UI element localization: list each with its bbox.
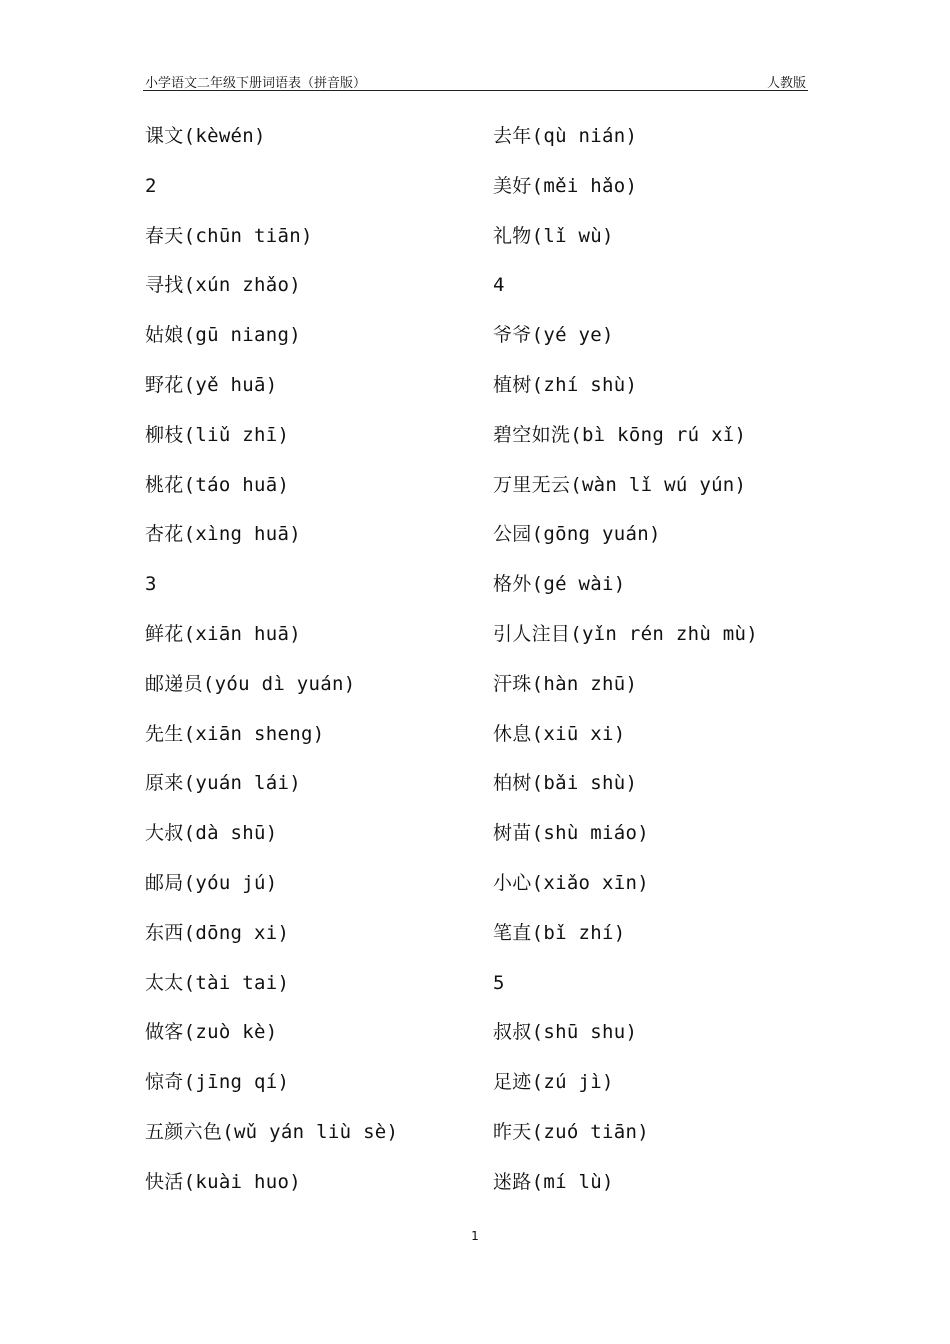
lesson-number: 4: [493, 274, 505, 297]
vocab-entry: 邮递员(yóu dì yuán): [145, 672, 356, 695]
vocab-entry: 迷路(mí lù): [493, 1170, 614, 1193]
vocab-entry: 格外(gé wài): [493, 573, 626, 596]
vocab-entry: 公园(gōng yuán): [493, 523, 661, 546]
vocab-entry: 礼物(lǐ wù): [493, 224, 614, 247]
vocab-entry: 足迹(zú jì): [493, 1071, 614, 1094]
vocab-entry: 汗珠(hàn zhū): [493, 672, 638, 695]
vocab-entry: 鲜花(xiān huā): [145, 622, 301, 645]
edition-label: 人教版: [766, 76, 806, 91]
document-title: 小学语文二年级下册词语表（拼音版）: [145, 76, 367, 91]
page-header: [143, 70, 808, 91]
vocab-entry: 姑娘(gū niang): [145, 324, 301, 347]
vocab-entry: 课文(kèwén): [145, 125, 266, 147]
vocab-entry: 太太(tài tai): [145, 971, 290, 994]
vocab-entry: 美好(měi hǎo): [493, 174, 638, 197]
vocab-entry: 杏花(xìng huā): [145, 523, 301, 546]
vocab-entry: 先生(xiān sheng): [145, 722, 325, 745]
vocab-entry: 碧空如洗(bì kōng rú xǐ): [493, 423, 747, 446]
vocab-entry: 叔叔(shū shu): [493, 1021, 638, 1044]
vocab-entry: 休息(xiū xi): [493, 722, 626, 745]
vocab-entry: 爷爷(yé ye): [493, 324, 614, 347]
lesson-number: 5: [493, 971, 505, 994]
vocab-entry: 寻找(xún zhǎo): [145, 274, 301, 297]
vocab-entry: 邮局(yóu jú): [145, 871, 278, 894]
vocabulary-column-left: [145, 116, 480, 1212]
vocab-entry: 引人注目(yǐn rén zhù mù): [493, 622, 759, 645]
vocab-entry: 柏树(bǎi shù): [493, 772, 638, 795]
vocab-entry: 桃花(táo huā): [145, 473, 290, 496]
lesson-number: 2: [145, 174, 157, 197]
lesson-number: 3: [145, 573, 157, 596]
vocab-entry: 笔直(bǐ zhí): [493, 921, 626, 944]
vocab-entry: 做客(zuò kè): [145, 1021, 278, 1044]
vocab-entry: 昨天(zuó tiān): [493, 1120, 649, 1143]
vocab-entry: 春天(chūn tiān): [145, 224, 313, 247]
vocab-entry: 去年(qù nián): [493, 125, 638, 147]
vocab-entry: 大叔(dà shū): [145, 822, 278, 845]
vocab-entry: 五颜六色(wǔ yán liù sè): [145, 1120, 399, 1143]
vocabulary-column-right: [493, 116, 823, 1212]
vocab-entry: 万里无云(wàn lǐ wú yún): [493, 473, 747, 496]
vocab-entry: 原来(yuán lái): [145, 772, 301, 795]
vocab-entry: 植树(zhí shù): [493, 373, 638, 396]
vocab-entry: 快活(kuài huo): [145, 1170, 301, 1193]
vocab-entry: 树苗(shù miáo): [493, 822, 649, 845]
vocab-entry: 野花(yě huā): [145, 373, 278, 396]
vocab-entry: 柳枝(liǔ zhī): [145, 423, 290, 446]
vocab-entry: 惊奇(jīng qí): [145, 1071, 290, 1094]
page-number: 1: [471, 1229, 479, 1243]
vocab-entry: 小心(xiǎo xīn): [493, 871, 649, 894]
vocab-entry: 东西(dōng xi): [145, 921, 290, 944]
